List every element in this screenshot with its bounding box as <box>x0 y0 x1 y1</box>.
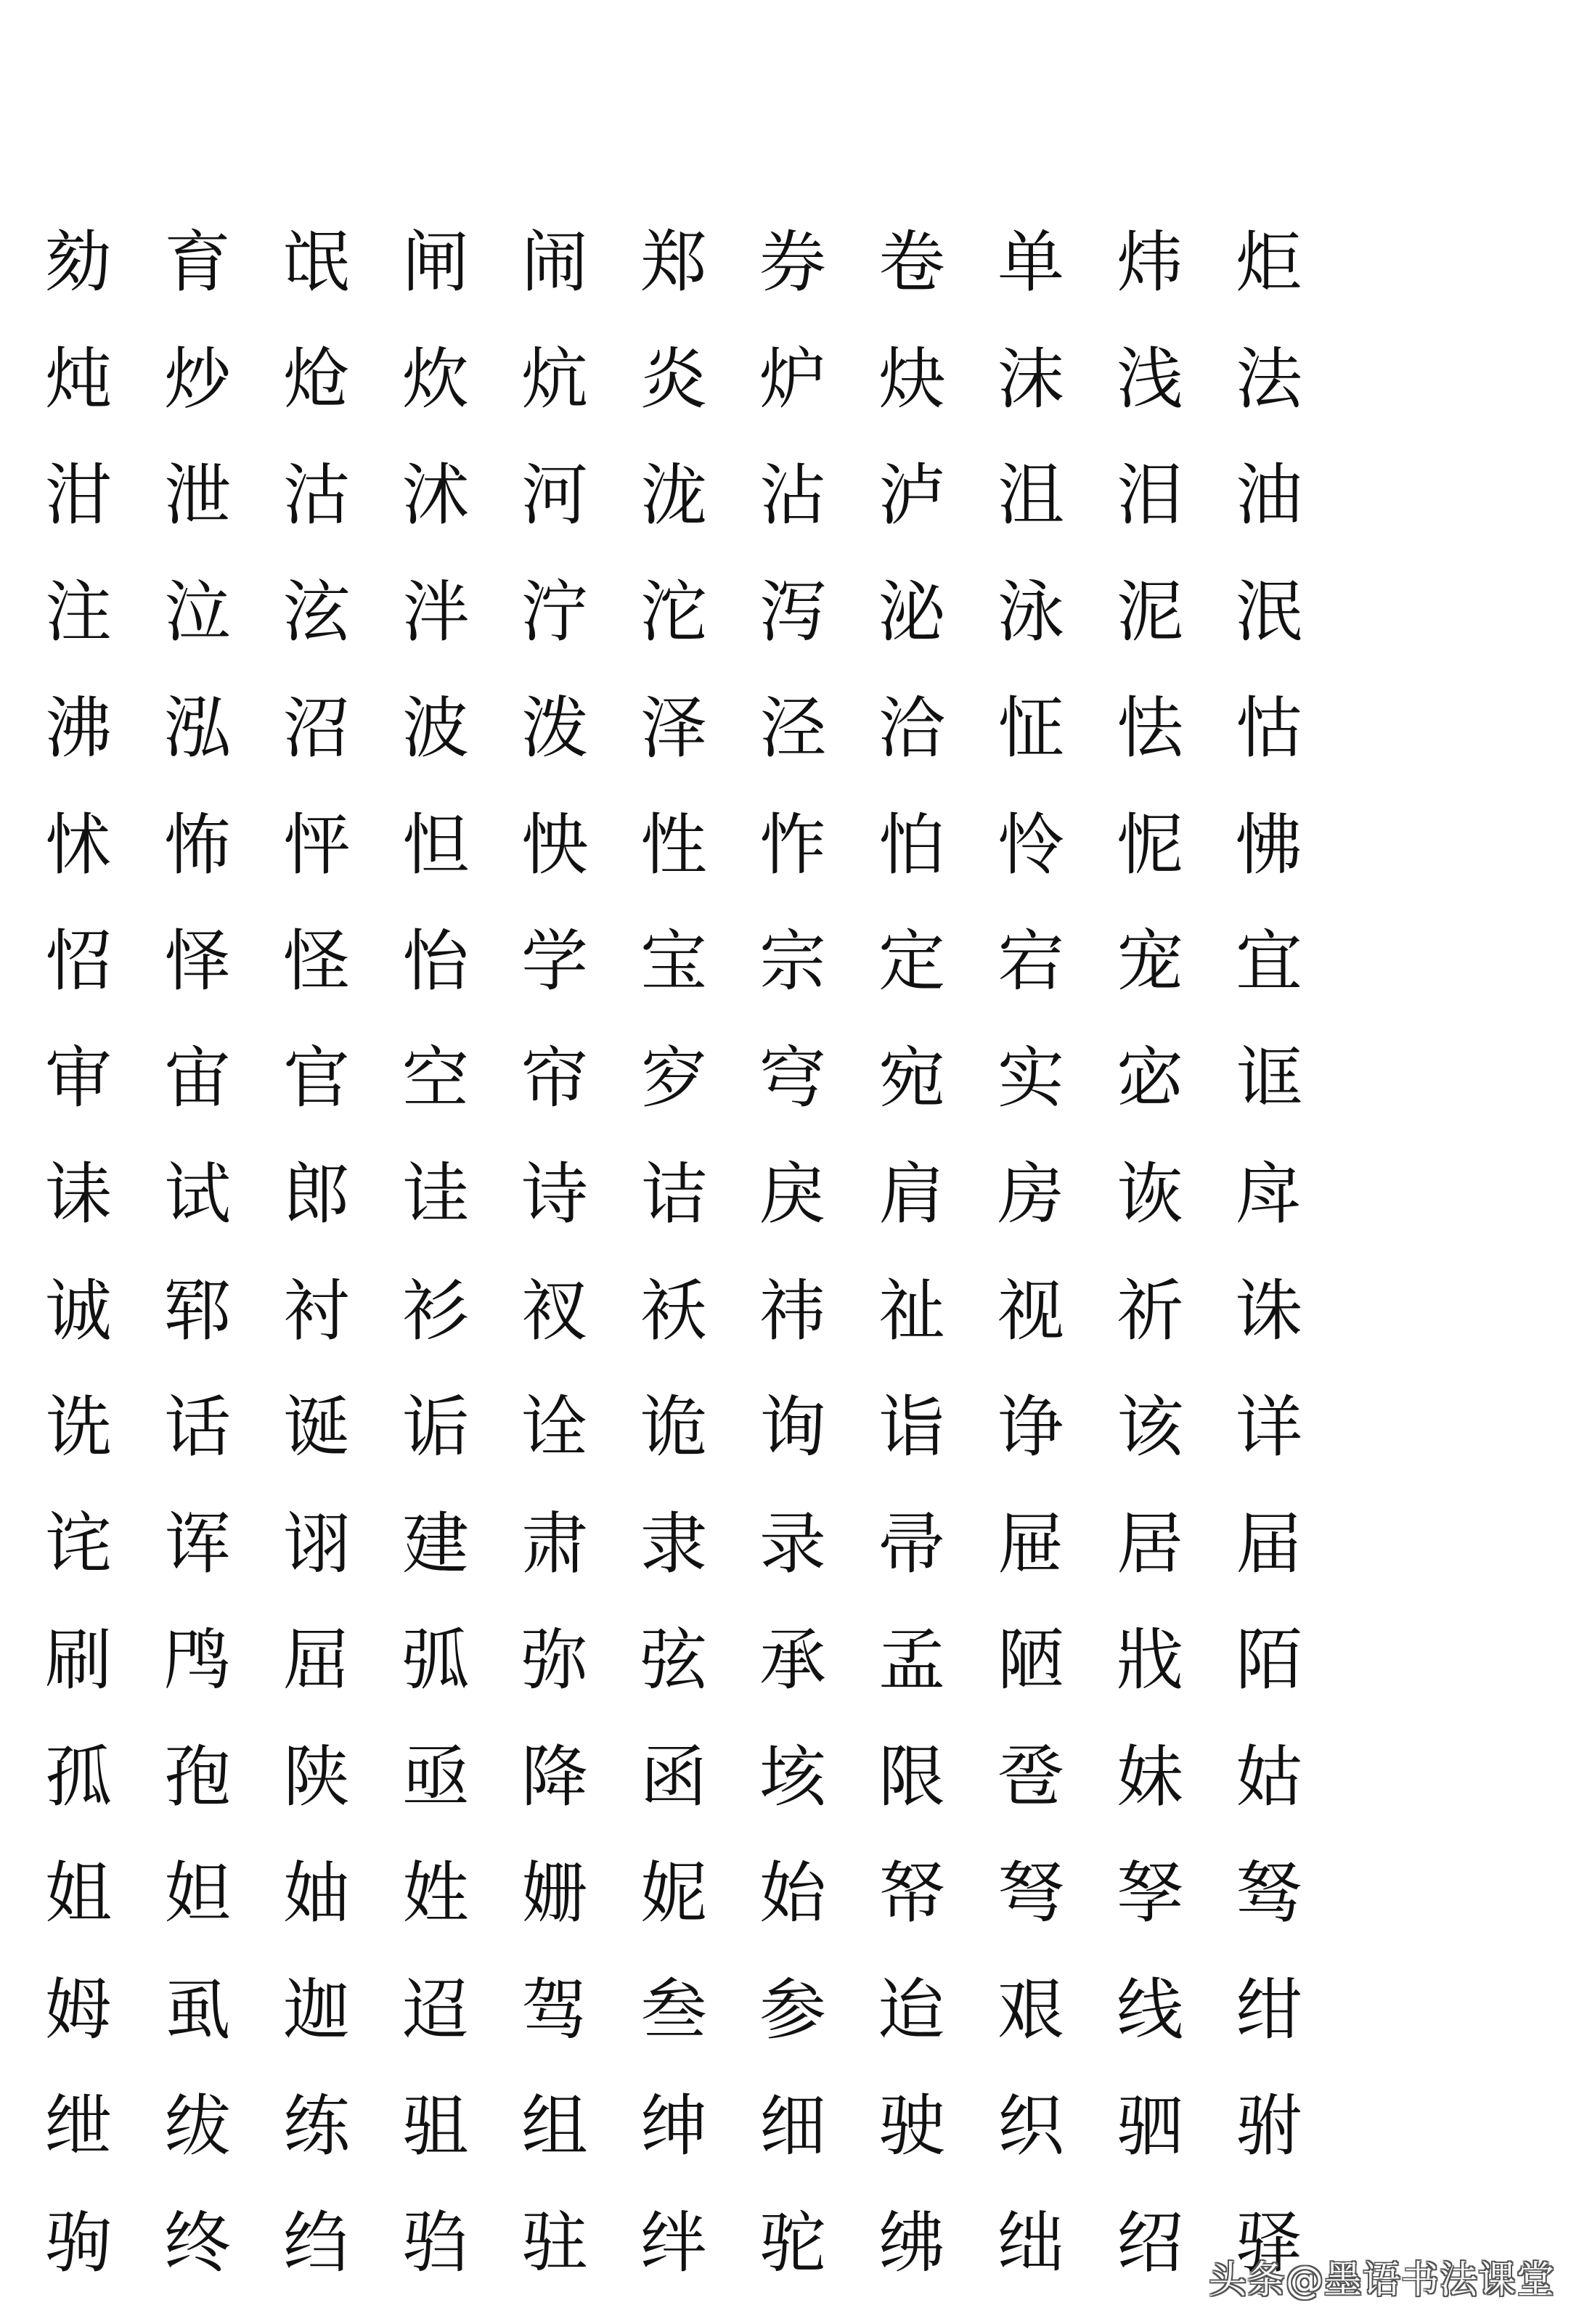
character-cell: 帚 <box>878 1505 946 1583</box>
character-cell: 诩 <box>283 1505 351 1583</box>
character-cell: 怵 <box>45 806 113 884</box>
character-cell: 怯 <box>1117 690 1184 768</box>
character-cell: 洽 <box>878 690 946 768</box>
character-cell: 诗 <box>521 1155 589 1234</box>
character-cell: 沼 <box>283 690 351 768</box>
character-cell: 垓 <box>759 1738 827 1816</box>
character-cell: 肃 <box>521 1505 589 1583</box>
character-cell: 空 <box>402 1039 470 1117</box>
character-cell: 详 <box>1236 1388 1303 1467</box>
character-cell: 诣 <box>878 1388 946 1467</box>
character-cell: 衩 <box>521 1272 589 1350</box>
character-cell: 宠 <box>1117 922 1184 1001</box>
character-cell: 驺 <box>402 2204 470 2282</box>
character-cell: 怏 <box>521 806 589 884</box>
character-cell: 帑 <box>878 1854 946 1933</box>
character-cell: 河 <box>521 457 589 535</box>
character-cell: 建 <box>402 1505 470 1583</box>
character-cell: 驿 <box>1236 2204 1303 2282</box>
character-cell: 诤 <box>997 1388 1065 1467</box>
character-cell: 妹 <box>1117 1738 1184 1816</box>
character-cell: 定 <box>878 922 946 1001</box>
character-cell: 弥 <box>521 1621 589 1700</box>
character-cell: 炕 <box>521 340 589 418</box>
character-cell: 姓 <box>402 1854 470 1933</box>
character-cell: 戾 <box>759 1155 827 1234</box>
character-cell: 闹 <box>521 224 589 302</box>
character-cell: 宙 <box>164 1039 232 1117</box>
character-cell: 录 <box>759 1505 827 1583</box>
character-cell: 法 <box>1236 340 1303 418</box>
character-cell: 穹 <box>759 1039 827 1117</box>
character-cell: 终 <box>164 2204 232 2282</box>
character-cell: 妲 <box>164 1854 232 1933</box>
character-cell: 孥 <box>1117 1854 1184 1933</box>
character-cell: 泾 <box>759 690 827 768</box>
character-cell: 怍 <box>759 806 827 884</box>
character-cell: 宗 <box>759 922 827 1001</box>
character-cell: 怔 <box>997 690 1065 768</box>
character-cell: 郓 <box>164 1272 232 1350</box>
character-cell: 驻 <box>521 2204 589 2282</box>
character-cell: 艰 <box>997 1971 1065 2049</box>
character-cell: 怫 <box>1236 806 1303 884</box>
character-cell: 孟 <box>878 1621 946 1700</box>
character-cell: 卷 <box>878 224 946 302</box>
character-cell: 肩 <box>878 1155 946 1234</box>
character-cell: 孢 <box>164 1738 232 1816</box>
character-cell: 姆 <box>45 1971 113 2049</box>
character-cell: 届 <box>1236 1505 1303 1583</box>
character-cell: 居 <box>1117 1505 1184 1583</box>
character-cell: 怙 <box>1236 690 1303 768</box>
character-cell: 宜 <box>1236 922 1303 1001</box>
character-cell: 诔 <box>45 1155 113 1234</box>
character-cell: 妯 <box>283 1854 351 1933</box>
character-cell: 宛 <box>878 1039 946 1117</box>
character-cell: 诛 <box>1236 1272 1303 1350</box>
character-cell: 绌 <box>997 2204 1065 2282</box>
character-cell: 官 <box>283 1039 351 1117</box>
character-cell: 怜 <box>997 806 1065 884</box>
character-cell: 线 <box>1117 1971 1184 2049</box>
character-cell: 参 <box>759 1971 827 2049</box>
character-cell: 绂 <box>164 2087 232 2166</box>
character-cell: 驶 <box>878 2087 946 2166</box>
character-cell: 宕 <box>997 922 1065 1001</box>
character-cell: 泥 <box>1117 573 1184 651</box>
character-cell: 亟 <box>402 1738 470 1816</box>
character-cell: 审 <box>45 1039 113 1117</box>
character-cell: 驹 <box>45 2204 113 2282</box>
character-cell: 诓 <box>1236 1039 1303 1117</box>
character-cell: 学 <box>521 922 589 1001</box>
character-cell: 组 <box>521 2087 589 2166</box>
character-cell: 泄 <box>164 457 232 535</box>
character-cell: 怩 <box>1117 806 1184 884</box>
character-cell: 劾 <box>45 224 113 302</box>
character-cell: 泌 <box>878 573 946 651</box>
character-cell: 该 <box>1117 1388 1184 1467</box>
character-cell: 衬 <box>283 1272 351 1350</box>
character-cell: 育 <box>164 224 232 302</box>
character-cell: 孤 <box>45 1738 113 1816</box>
character-cell: 穸 <box>640 1039 708 1117</box>
character-cell: 弧 <box>402 1621 470 1700</box>
character-cell: 诚 <box>45 1272 113 1350</box>
character-cell: 炖 <box>45 340 113 418</box>
character-cell: 怡 <box>402 922 470 1001</box>
character-cell: 泷 <box>640 457 708 535</box>
character-cell: 绅 <box>640 2087 708 2166</box>
character-cell: 炔 <box>878 340 946 418</box>
character-cell: 诧 <box>45 1505 113 1583</box>
character-cell: 帘 <box>521 1039 589 1117</box>
character-cell: 泳 <box>997 573 1065 651</box>
character-cell: 细 <box>759 2087 827 2166</box>
character-cell: 宓 <box>1117 1039 1184 1117</box>
character-cell: 妮 <box>640 1854 708 1933</box>
character-cell: 沭 <box>402 457 470 535</box>
character-cell: 泼 <box>521 690 589 768</box>
character-cell: 诡 <box>640 1388 708 1467</box>
character-cell: 炉 <box>759 340 827 418</box>
character-cell: 沱 <box>640 573 708 651</box>
character-cell: 炬 <box>1236 224 1303 302</box>
character-cell: 绉 <box>283 2204 351 2282</box>
character-cell: 驾 <box>521 1971 589 2049</box>
character-cell: 泯 <box>1236 573 1303 651</box>
character-cell: 实 <box>997 1039 1065 1117</box>
character-cell: 刷 <box>45 1621 113 1700</box>
character-cell: 怛 <box>402 806 470 884</box>
character-cell: 陌 <box>1236 1621 1303 1700</box>
character-cell: 袄 <box>640 1272 708 1350</box>
character-cell: 泻 <box>759 573 827 651</box>
character-cell: 绀 <box>1236 1971 1303 2049</box>
character-cell: 注 <box>45 573 113 651</box>
character-cell: 虱 <box>164 1971 232 2049</box>
character-cell: 戽 <box>1236 1155 1303 1234</box>
character-cell: 屉 <box>997 1505 1065 1583</box>
character-cell: 函 <box>640 1738 708 1816</box>
character-cell: 炎 <box>640 340 708 418</box>
character-cell: 沮 <box>997 457 1065 535</box>
character-grid <box>33 205 1359 2302</box>
character-cell: 沫 <box>997 340 1065 418</box>
character-cell: 怿 <box>164 922 232 1001</box>
character-cell: 诨 <box>164 1505 232 1583</box>
character-cell: 炜 <box>1117 224 1184 302</box>
character-cell: 怕 <box>878 806 946 884</box>
character-cell: 迨 <box>878 1971 946 2049</box>
character-cell: 始 <box>759 1854 827 1933</box>
character-cell: 隶 <box>640 1505 708 1583</box>
character-cell: 沸 <box>45 690 113 768</box>
character-cell: 泞 <box>521 573 589 651</box>
character-cell: 弦 <box>640 1621 708 1700</box>
character-cell: 诟 <box>402 1388 470 1467</box>
character-cell: 怦 <box>283 806 351 884</box>
character-cell: 叁 <box>640 1971 708 2049</box>
character-cell: 绁 <box>45 2087 113 2166</box>
character-cell: 郑 <box>640 224 708 302</box>
character-cell: 绍 <box>1117 2204 1184 2282</box>
character-cell: 衫 <box>402 1272 470 1350</box>
character-cell: 话 <box>164 1388 232 1467</box>
character-cell: 券 <box>759 224 827 302</box>
character-cell: 沾 <box>759 457 827 535</box>
character-cell: 波 <box>402 690 470 768</box>
character-cell: 驼 <box>759 2204 827 2282</box>
character-cell: 诘 <box>640 1155 708 1234</box>
character-cell: 驽 <box>1236 1854 1303 1933</box>
character-cell: 承 <box>759 1621 827 1700</box>
character-cell: 炊 <box>402 340 470 418</box>
character-cell: 迦 <box>283 1971 351 2049</box>
character-cell: 织 <box>997 2087 1065 2166</box>
character-cell: 降 <box>521 1738 589 1816</box>
character-cell: 怪 <box>283 922 351 1001</box>
character-cell: 油 <box>1236 457 1303 535</box>
character-cell: 迢 <box>402 1971 470 2049</box>
character-cell: 弩 <box>997 1854 1065 1933</box>
character-cell: 绊 <box>640 2204 708 2282</box>
character-cell: 祉 <box>878 1272 946 1350</box>
character-cell: 泪 <box>1117 457 1184 535</box>
character-cell: 诠 <box>521 1388 589 1467</box>
character-cell: 沽 <box>283 457 351 535</box>
character-cell: 陕 <box>283 1738 351 1816</box>
character-cell: 闸 <box>402 224 470 302</box>
character-cell: 陋 <box>997 1621 1065 1700</box>
character-cell: 练 <box>283 2087 351 2166</box>
character-cell: 怖 <box>164 806 232 884</box>
character-cell: 戕 <box>1117 1621 1184 1700</box>
character-cell: 诖 <box>402 1155 470 1234</box>
character-cell: 限 <box>878 1738 946 1816</box>
character-cell: 祎 <box>759 1272 827 1350</box>
character-cell: 房 <box>997 1155 1065 1234</box>
character-cell: 屈 <box>283 1621 351 1700</box>
watermark: 头条@墨语书法课堂 <box>1208 2259 1555 2302</box>
character-cell: 怊 <box>45 922 113 1001</box>
character-cell: 鸤 <box>164 1621 232 1700</box>
character-cell: 询 <box>759 1388 827 1467</box>
character-cell: 绋 <box>878 2204 946 2282</box>
character-cell: 祈 <box>1117 1272 1184 1350</box>
character-cell: 性 <box>640 806 708 884</box>
character-cell: 郎 <box>283 1155 351 1234</box>
character-cell: 炝 <box>283 340 351 418</box>
character-cell: 诞 <box>283 1388 351 1467</box>
character-cell: 诜 <box>45 1388 113 1467</box>
character-cell: 浅 <box>1117 340 1184 418</box>
character-cell: 试 <box>164 1155 232 1234</box>
character-cell: 诙 <box>1117 1155 1184 1234</box>
character-cell: 卺 <box>997 1738 1065 1816</box>
character-cell: 泫 <box>283 573 351 651</box>
character-cell: 姑 <box>1236 1738 1303 1816</box>
character-cell: 姐 <box>45 1854 113 1933</box>
character-cell: 炒 <box>164 340 232 418</box>
character-cell: 单 <box>997 224 1065 302</box>
character-cell: 泸 <box>878 457 946 535</box>
character-cell: 氓 <box>283 224 351 302</box>
character-cell: 泔 <box>45 457 113 535</box>
character-cell: 驷 <box>1117 2087 1184 2166</box>
character-cell: 泽 <box>640 690 708 768</box>
character-cell: 驵 <box>402 2087 470 2166</box>
character-cell: 泣 <box>164 573 232 651</box>
character-cell: 泮 <box>402 573 470 651</box>
character-cell: 驸 <box>1236 2087 1303 2166</box>
character-cell: 姗 <box>521 1854 589 1933</box>
character-cell: 视 <box>997 1272 1065 1350</box>
character-cell: 宝 <box>640 922 708 1001</box>
character-cell: 泓 <box>164 690 232 768</box>
